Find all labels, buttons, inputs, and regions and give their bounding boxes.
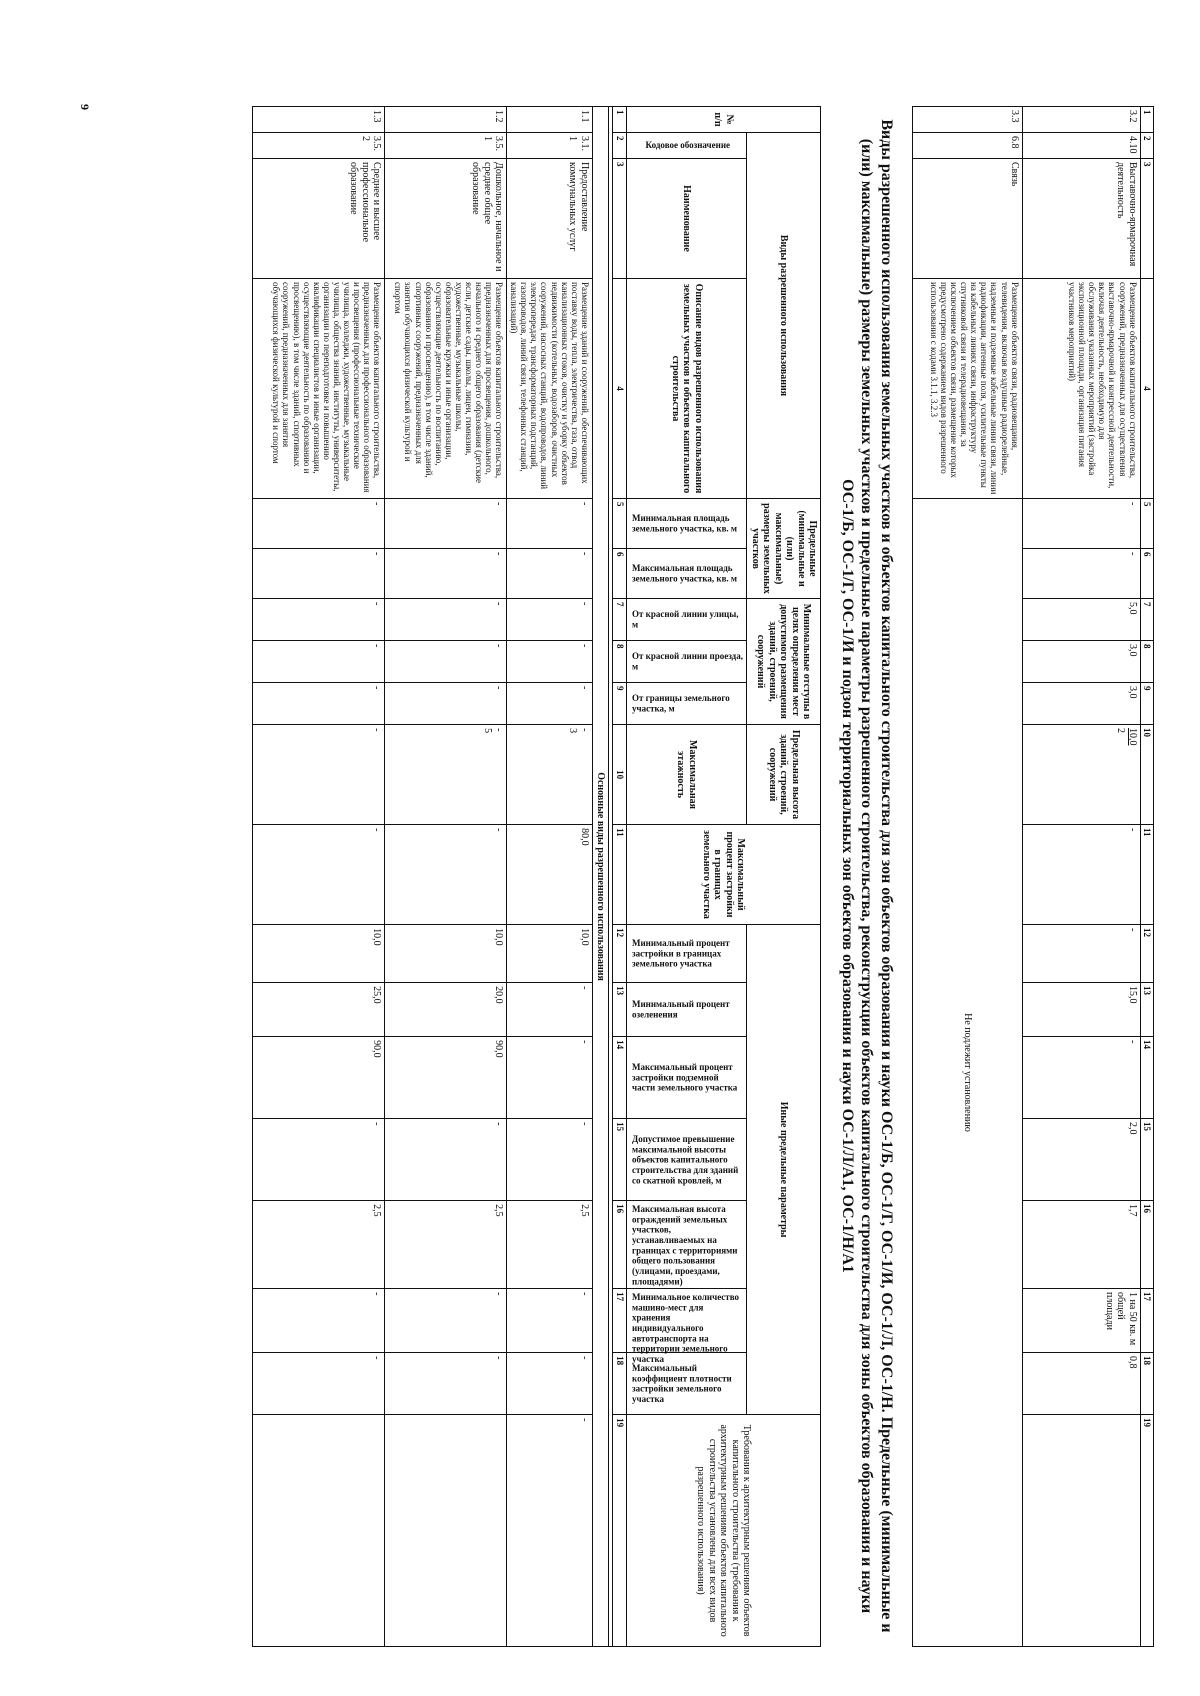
row-code: 3.5.2 (253, 133, 385, 159)
table-row (253, 107, 385, 1647)
col-number: 3 (1140, 159, 1153, 279)
header-code-text: Кодовое обозначение (645, 140, 731, 151)
row-index: 1.1 (507, 107, 593, 133)
col-number: 14 (1140, 1037, 1153, 1119)
col-number: 2 (613, 133, 626, 159)
col-number: 10 (613, 725, 626, 825)
col-number: 15 (613, 1119, 626, 1201)
page-number: 9 (78, 104, 92, 110)
cell-height: - (371, 728, 383, 732)
col-number: 18 (613, 1353, 626, 1415)
col-number: 13 (1140, 983, 1153, 1037)
gap-cell (609, 107, 613, 1647)
cell-merged-not-set: Не подлежит установлению (912, 499, 1022, 1647)
cell-min-green: 25,0 (253, 983, 385, 1037)
col-number: 5 (1140, 499, 1153, 549)
cell-max-area: - (385, 549, 507, 599)
header-other: Иные предельные параметры (747, 925, 821, 1415)
header-density-text: Максимальный коэффициент плотности застройки земельного участка (632, 1362, 732, 1404)
cell-height: - (493, 728, 505, 732)
row-index: 3.2 (1022, 107, 1140, 133)
col-number: 7 (1140, 599, 1153, 641)
section-title-row (592, 107, 609, 1647)
cell-from-boundary: - (385, 683, 507, 725)
cell-max-area: - (507, 549, 593, 599)
col-number: 13 (613, 983, 626, 1037)
row-index: 1.3 (253, 107, 385, 133)
cell-from-passage: 3,0 (1022, 641, 1140, 683)
col-number: 19 (1140, 1415, 1153, 1647)
row-name: Связь (912, 159, 1022, 279)
cell-from-passage: - (385, 641, 507, 683)
header-sizes: Предельные (минимальные и (или) максимальные) размеры земельных участков (747, 499, 821, 599)
cell-from-street: - (385, 599, 507, 641)
header-height-excess-text: Допустимое превышение максимальной высоты объектов капитального строительства для зданий со скатной кровлей, м (632, 1133, 739, 1186)
row-code: 6.8 (912, 133, 1022, 159)
cell-max-coverage: - (253, 825, 385, 925)
cell-density: - (507, 1353, 593, 1415)
cell-min-area: - (507, 499, 593, 549)
header-floors: Максимальная этажность (626, 725, 747, 825)
cell-height-excess: - (507, 1119, 593, 1201)
col-number: 17 (1140, 1289, 1153, 1353)
cell-max-underground: - (1022, 1037, 1140, 1119)
cell-parking: - (507, 1289, 593, 1353)
col-number: 12 (1140, 925, 1153, 983)
cell-fence-height: 2,5 (507, 1201, 593, 1289)
header-number: № п/п (626, 107, 821, 133)
rotated-page-content (114, 106, 1154, 1646)
col-number: 4 (613, 279, 626, 499)
cell-height-excess: 2,0 (1022, 1119, 1140, 1201)
cell-max-area: - (1022, 549, 1140, 599)
cell-height-excess: - (253, 1119, 385, 1201)
row-code: 3.5.1 (385, 133, 507, 159)
cell-min-green: 15,0 (1022, 983, 1140, 1037)
header-min-area-text: Минимальная площадь земельного участка, кв. м (632, 513, 738, 534)
col-number: 3 (613, 159, 626, 279)
cell-min-area: - (1022, 499, 1140, 549)
header-min-green-text: Минимальный процент озеленения (632, 999, 730, 1020)
row-name: Дошкольное, начальное и среднее общее образование (385, 159, 507, 279)
section-title: Основные виды разрешенного использования (592, 107, 609, 1647)
gap-row (609, 107, 613, 1647)
col-number: 12 (613, 925, 626, 983)
cell-min-green: - (507, 983, 593, 1037)
col-number: 8 (613, 641, 626, 683)
cell-floors: 3 (567, 728, 579, 734)
main-table (252, 106, 821, 1647)
cell-density: 0,8 (1022, 1353, 1140, 1415)
cell-min-coverage: - (1022, 925, 1140, 983)
header-from-street (626, 599, 747, 641)
header-row-1 (747, 107, 821, 1647)
cell-density: - (253, 1353, 385, 1415)
cell-from-passage: - (507, 641, 593, 683)
col-number: 4 (1140, 279, 1153, 499)
col-number: 8 (1140, 641, 1153, 683)
table-row (385, 107, 507, 1647)
cell-arch (385, 1415, 507, 1647)
header-height: Предельная высота зданий, строений, сооружений (747, 725, 821, 825)
cell-height: - (578, 728, 590, 732)
top-table-number-row (1140, 107, 1153, 1647)
header-max-coverage: Максимальный процент застройки в границах земельного участка (626, 825, 821, 925)
section-heading: Виды разрешенного использования земельных участков и объектов капитального строительства для зон объектов образования и науки ОС-1/Б, ОС-1/Г, ОС-1/И, ОС-1/Л, ОС-1/Н. Предельные (минимальные и (или) максимальные) размеры земельных участков и предельные параметры разрешенного строительства, реконструкции объектов капитального строительства для зоны объектов образования и науки ОС-1/Б, ОС-1/Г, ОС-1/И и подзон территориальных зон объектов образования и науки ОС-1/Л/А1, ОС-1/Н/А1 (838, 119, 895, 1633)
cell-from-passage: - (253, 641, 385, 683)
cell-arch: - (507, 1415, 593, 1647)
col-number: 2 (1140, 133, 1153, 159)
top-table (912, 106, 1154, 1647)
cell-fence-height: 1,7 (1022, 1201, 1140, 1289)
col-number: 18 (1140, 1353, 1153, 1415)
cell-height-excess: - (385, 1119, 507, 1201)
cell-max-area: - (253, 549, 385, 599)
header-max-area (626, 549, 747, 599)
cell-min-coverage: 10,0 (253, 925, 385, 983)
header-min-area (626, 499, 747, 549)
header-max-underground (626, 1037, 747, 1119)
cell-max-underground: 90,0 (385, 1037, 507, 1119)
header-description: Описание видов разрешенного использования земельных участков и объектов капитального строительства (626, 279, 747, 499)
cell-fence-height: 2,5 (253, 1201, 385, 1289)
cell-from-street: - (253, 599, 385, 641)
header-arch: Требования к архитектурным решениям объектов капитального строительства (требования к архитектурным решениям объектов капитального строительства установлены для всех видов разрешенного использования) (626, 1415, 821, 1647)
col-number: 6 (1140, 549, 1153, 599)
header-from-street-text: От красной линии улицы, м (632, 609, 739, 630)
cell-max-underground: 90,0 (253, 1037, 385, 1119)
cell-floors: 5 (481, 728, 493, 734)
header-max-underground-text: Максимальный процент застройки подземной части земельного участка (632, 1062, 738, 1093)
cell-max-underground: - (507, 1037, 593, 1119)
header-max-area-text: Максимальная площадь земельного участка, кв. м (632, 563, 738, 584)
row-description: Размещение объектов связи, радиовещания, телевидения, включая воздушные радиорелейные, надземные и подземные кабельные линии связи, линии радиофикации, антенные поля, усилительные пункты на кабельных линиях связи, инфраструктуру спутниковой связи и телерадиовещания, за исключением объектов связи, размещение которых предусмотрено содержанием видов разрешенного использования с кодами 3.1.1, 3.2.3 (912, 279, 1022, 499)
col-number: 6 (613, 549, 626, 599)
col-number: 9 (1140, 683, 1153, 725)
table-row (912, 107, 1022, 1647)
col-number: 1 (613, 107, 626, 133)
row-name: Предоставление коммунальных услуг (507, 159, 593, 279)
cell-fence-height: 2,5 (385, 1201, 507, 1289)
row-description: Размещение объектов капитального строительства, предназначенных для просвещения, дошкольного, начального и среднего общего образования (детские ясли, детские сады, школы, лицеи, гимназии, художественные, музыкальные школы, образовательные кружки и иные организации, осуществляющие деятельность по воспитанию, образованию и просвещению), в том числе зданий, спортивных сооружений, предназначенных для занятия обучающихся физической культурой и спортом (385, 279, 507, 499)
header-fence-height-text: Максимальная высота ограждений земельных участков, устанавливаемых на границах с территориями общего пользования (улицами, проездами, площадями) (632, 1204, 738, 1287)
row-index: 3.3 (912, 107, 1022, 133)
col-number: 14 (613, 1037, 626, 1119)
header-from-passage (626, 641, 747, 683)
cell-min-area: - (385, 499, 507, 549)
header-height-excess (626, 1119, 747, 1201)
header-min-coverage (626, 925, 747, 983)
cell-height-floors (1022, 725, 1140, 825)
col-number: 1 (1140, 107, 1153, 133)
header-setbacks: Минимальные отступы в целях определения мест допустимого размещения зданий, строений, сооружений (747, 599, 821, 725)
col-number: 17 (613, 1289, 626, 1353)
cell-max-coverage: 80,0 (507, 825, 593, 925)
row-description: Размещение объектов капитального строительства, предназначенных для профессионального образования и просвещения (профессиональные технические училища, колледжи, художественные, музыкальные училища, общества знаний, институты, университеты, организации по переподготовке и повышению квалификации специалистов и иные организации, осуществляющие деятельность по образованию и просвещению), в том числе зданий, спортивных сооружений, предназначенных для занятия обучающихся физической культурой и спортом (253, 279, 385, 499)
header-code (626, 133, 747, 159)
cell-parking: 1 на 50 кв. м общей площади (1022, 1289, 1140, 1353)
cell-from-boundary: - (253, 683, 385, 725)
col-number: 5 (613, 499, 626, 549)
header-parking-text: Минимальное количество машино-мест для хранения индивидуального автотранспорта на территории земельного участка (632, 1292, 740, 1365)
col-number: 11 (1140, 825, 1153, 925)
col-number: 11 (613, 825, 626, 925)
cell-from-street: - (507, 599, 593, 641)
cell-height-floors (507, 725, 593, 825)
cell-parking: - (385, 1289, 507, 1353)
cell-min-green: 20,0 (385, 983, 507, 1037)
col-number: 16 (613, 1201, 626, 1289)
row-code: 3.1.1 (507, 133, 593, 159)
header-min-coverage-text: Минимальный процент застройки в границах земельного участка (632, 938, 730, 969)
col-number: 10 (1140, 725, 1153, 825)
cell-min-area: - (253, 499, 385, 549)
row-name: Среднее и высшее профессиональное образование (253, 159, 385, 279)
col-number: 9 (613, 683, 626, 725)
row-description: Размещение зданий и сооружений, обеспечивающих поставку воды, тепла, электричества, газа, отвод канализационных стоков, очистку и уборку объектов недвижимости (котельных, водозаборов, очистных сооружений, насосных станций, водопроводов, линий электропередач, трансформаторных подстанций, газопроводов, линий связи, телефонных станций, канализаций) (507, 279, 593, 499)
header-parking (626, 1289, 747, 1365)
cell-height: 10,0 (1126, 728, 1138, 746)
row-code: 4.10 (1022, 133, 1140, 159)
cell-max-coverage: - (1022, 825, 1140, 925)
col-number: 16 (1140, 1201, 1153, 1289)
header-from-boundary-text: От границы земельного участка, м (632, 693, 730, 714)
header-min-green (626, 983, 747, 1037)
table-row (507, 107, 593, 1647)
header-from-boundary (626, 683, 747, 725)
cell-arch (1022, 1415, 1140, 1647)
header-vri: Виды разрешенного использования (747, 133, 821, 499)
row-index: 1.2 (385, 107, 507, 133)
cell-density: - (385, 1353, 507, 1415)
cell-from-street: 5,0 (1022, 599, 1140, 641)
cell-max-coverage: - (385, 825, 507, 925)
row-description: Размещение объектов капитального строительства, сооружений, предназначенных для осуществления выставочно-ярмарочной и конгрессной деятельности, включая деятельность, необходимую для обслуживания указанных мероприятий (застройка экспозиционной площади, организация питания участников мероприятий) (1022, 279, 1140, 499)
cell-from-boundary: 3,0 (1022, 683, 1140, 725)
header-name: Наименование (626, 159, 747, 279)
col-number: 15 (1140, 1119, 1153, 1201)
cell-height-floors (253, 725, 385, 825)
table-row (1022, 107, 1140, 1647)
header-from-passage-text: От красной линии проезда, м (632, 651, 744, 672)
row-name: Выставочно-ярмарочная деятельность (1022, 159, 1140, 279)
cell-parking: - (253, 1289, 385, 1353)
header-fence-height (626, 1201, 747, 1289)
main-table-number-row (613, 107, 626, 1647)
col-number: 7 (613, 599, 626, 641)
col-number: 19 (613, 1415, 626, 1647)
cell-height-floors (385, 725, 507, 825)
cell-arch (253, 1415, 385, 1647)
cell-min-coverage: 10,0 (507, 925, 593, 983)
cell-from-boundary: - (507, 683, 593, 725)
cell-floors: 2 (1115, 728, 1127, 733)
cell-min-coverage: 10,0 (385, 925, 507, 983)
